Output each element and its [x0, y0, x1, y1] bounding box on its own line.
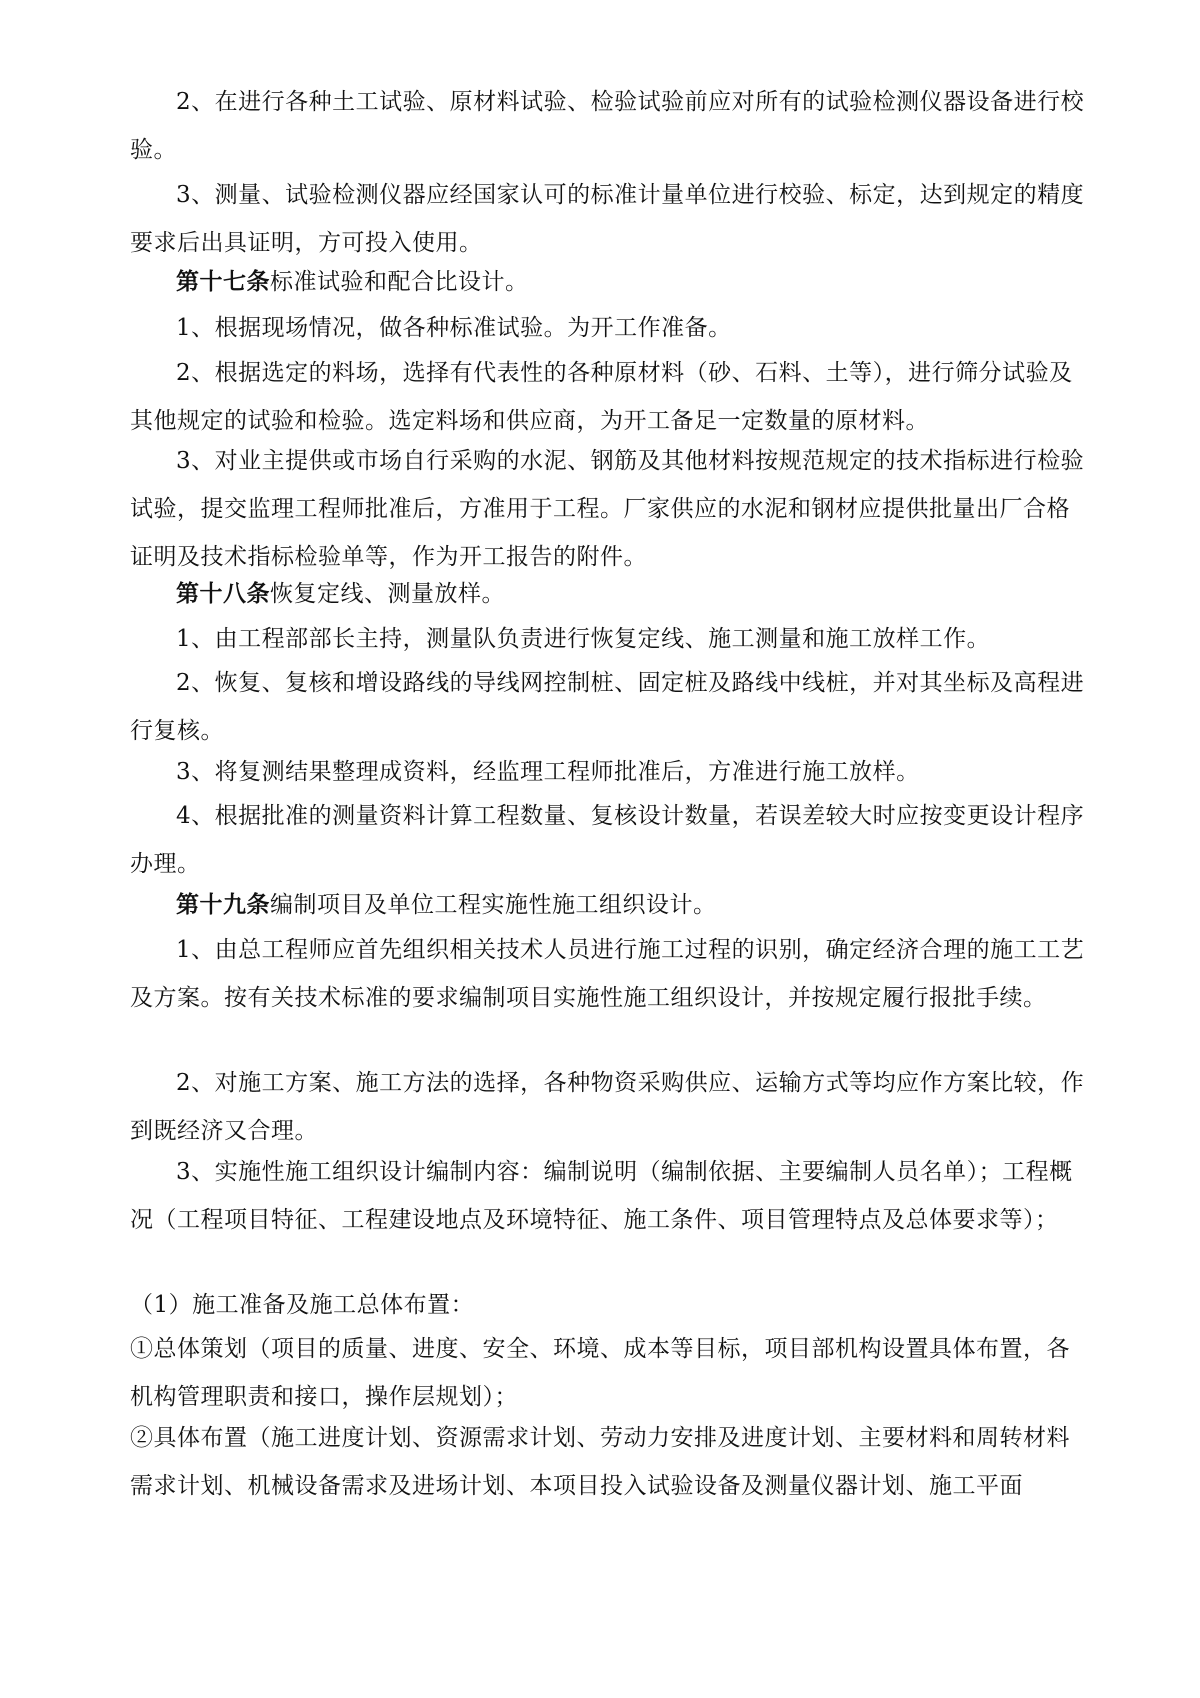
paragraph-text: 3、测量、试验检测仪器应经国家认可的标准计量单位进行校验、标定，达到规定的精度要求后出具证明，方可投入使用。 [130, 182, 1085, 256]
article-heading-19 [130, 881, 1085, 929]
paragraph-item [130, 304, 1085, 352]
article-title: 编制项目及单位工程实施性施工组织设计。 [270, 892, 717, 918]
list-item [130, 1414, 1085, 1510]
paragraph-item [130, 792, 1085, 888]
paragraph-text: （1）施工准备及施工总体布置： [130, 1292, 475, 1318]
paragraph-item [130, 349, 1085, 445]
paragraph-text: 3、实施性施工组织设计编制内容：编制说明（编制依据、主要编制人员名单）；工程概况（工程项目特征、工程建设地点及环境特征、施工条件、项目管理特点及总体要求等）； [130, 1159, 1073, 1233]
paragraph-text: 1、根据现场情况，做各种标准试验。为开工作准备。 [176, 315, 732, 341]
paragraph-item [130, 78, 1085, 174]
paragraph-item [130, 171, 1085, 267]
paragraph-text: 1、由总工程师应首先组织相关技术人员进行施工过程的识别，确定经济合理的施工工艺及方案。按有关技术标准的要求编制项目实施性施工组织设计，并按规定履行报批手续。 [130, 937, 1085, 1011]
paragraph-text: ②具体布置（施工进度计划、资源需求计划、劳动力安排及进度计划、主要材料和周转材料需求计划、机械设备需求及进场计划、本项目投入试验设备及测量仪器计划、施工平面 [130, 1425, 1070, 1499]
paragraph-item [130, 1059, 1085, 1155]
article-number: 第十八条 [176, 580, 270, 607]
article-title: 恢复定线、测量放样。 [270, 581, 505, 607]
paragraph-text: ①总体策划（项目的质量、进度、安全、环境、成本等目标，项目部机构设置具体布置，各机构管理职责和接口，操作层规划）； [130, 1336, 1070, 1410]
article-heading-18 [130, 570, 1085, 618]
article-heading-17 [130, 258, 1085, 306]
paragraph-item [130, 659, 1085, 755]
article-title: 标准试验和配合比设计。 [270, 269, 529, 295]
paragraph-text: 1、由工程部部长主持，测量队负责进行恢复定线、施工测量和施工放样工作。 [176, 626, 991, 652]
article-number: 第十七条 [176, 268, 270, 295]
paragraph-item [130, 1148, 1085, 1244]
paragraph-item [130, 615, 1085, 663]
paragraph-text: 3、对业主提供或市场自行采购的水泥、钢筋及其他材料按规范规定的技术指标进行检验试验，提交监理工程师批准后，方准用于工程。厂家供应的水泥和钢材应提供批量出厂合格证明及技术指标检验单等，作为开工报告的附件。 [130, 448, 1085, 570]
paragraph-text: 2、在进行各种土工试验、原材料试验、检验试验前应对所有的试验检测仪器设备进行校验。 [130, 89, 1085, 163]
paragraph-item [130, 437, 1085, 581]
paragraph-text: 3、将复测结果整理成资料，经监理工程师批准后，方准进行施工放样。 [176, 759, 920, 785]
paragraph-text: 2、根据选定的料场，选择有代表性的各种原材料（砂、石料、土等），进行筛分试验及其他规定的试验和检验。选定料场和供应商，为开工备足一定数量的原材料。 [130, 360, 1073, 434]
paragraph-text: 4、根据批准的测量资料计算工程数量、复核设计数量，若误差较大时应按变更设计程序办理。 [130, 803, 1085, 877]
paragraph-text: 2、对施工方案、施工方法的选择，各种物资采购供应、运输方式等均应作方案比较，作到既经济又合理。 [130, 1070, 1085, 1144]
list-heading [130, 1281, 1085, 1329]
paragraph-item [130, 926, 1085, 1022]
paragraph-text: 2、恢复、复核和增设路线的导线网控制桩、固定桩及路线中线桩，并对其坐标及高程进行复核。 [130, 670, 1085, 744]
paragraph-item [130, 748, 1085, 796]
article-number: 第十九条 [176, 891, 270, 918]
list-item [130, 1325, 1085, 1421]
